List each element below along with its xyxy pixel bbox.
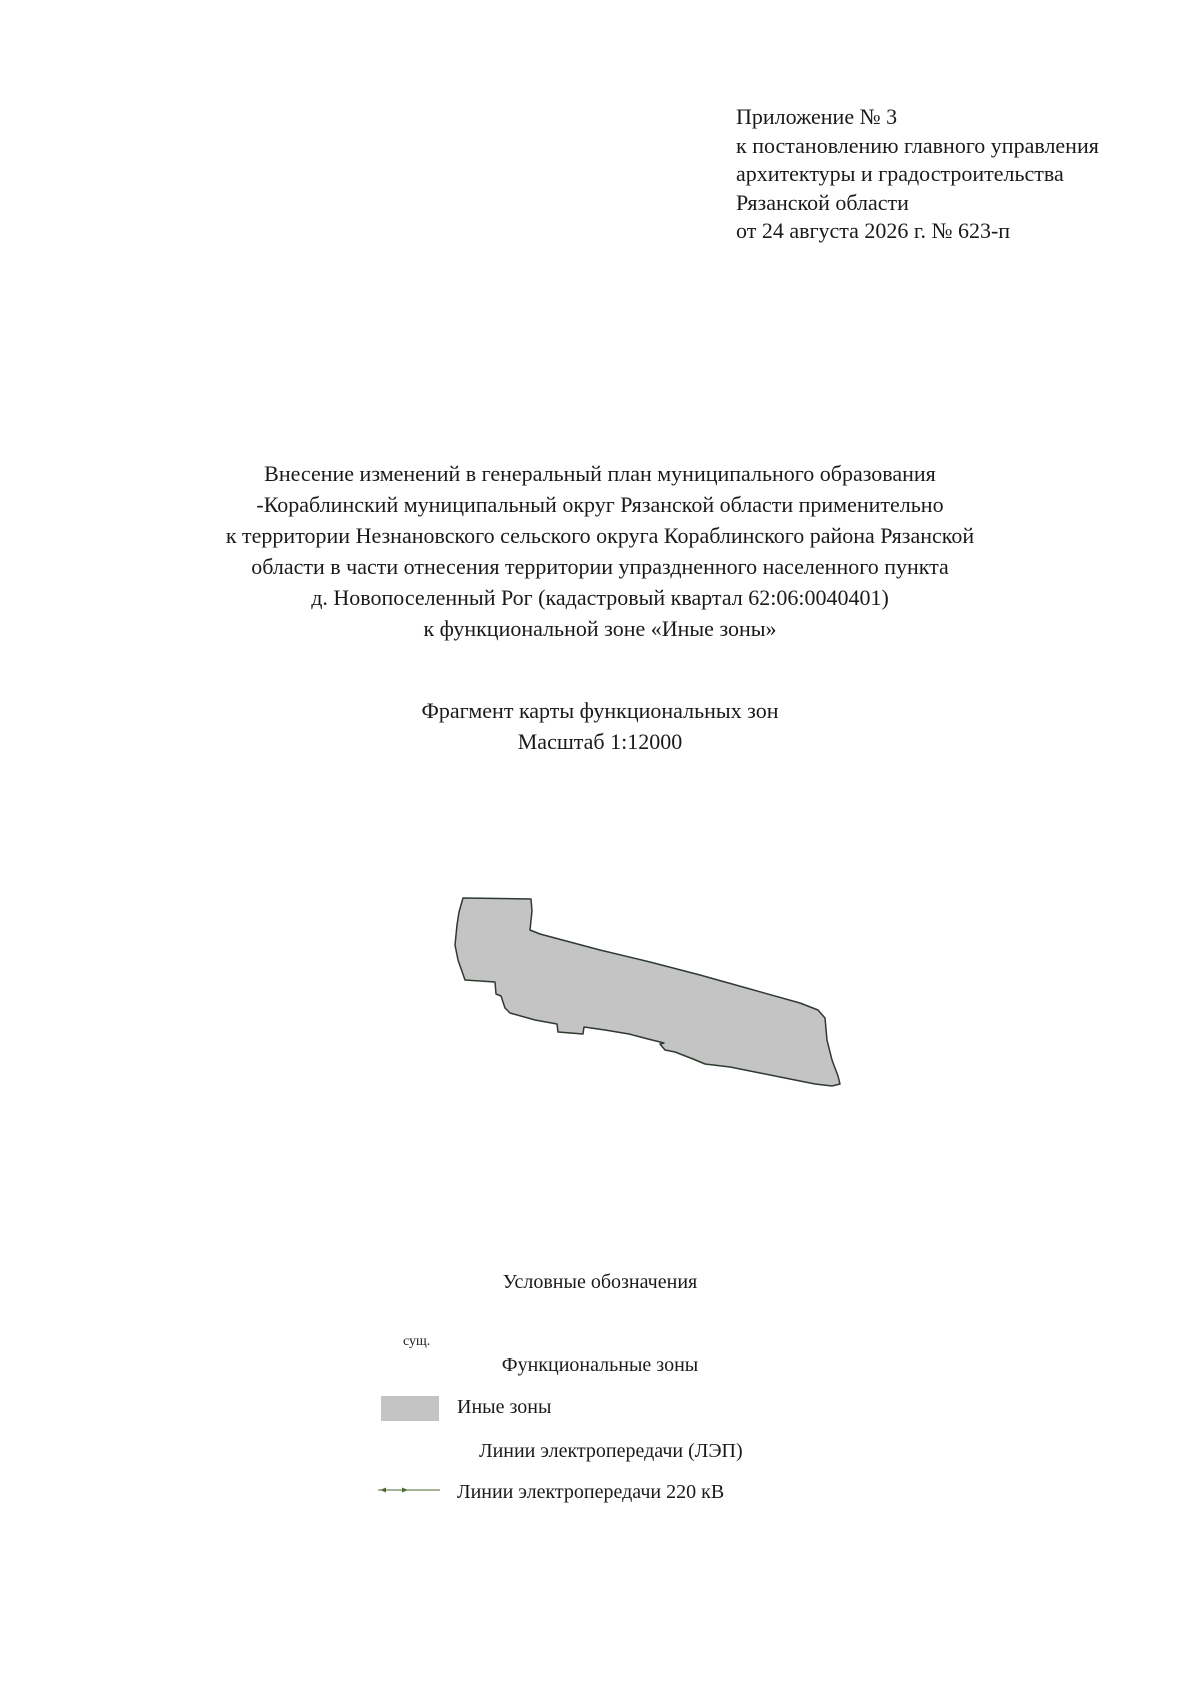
title-line: к функциональной зоне «Иные зоны» — [423, 616, 777, 641]
other-zone-label: Иные зоны — [457, 1396, 552, 1418]
power-line-220-label: Линии электропередачи 220 кВ — [457, 1481, 725, 1503]
title-line: д. Новопоселенный Рог (кадастровый квартал 62:06:0040401) — [311, 585, 889, 610]
title-line: -Кораблинский муниципальный округ Рязанской области применительно — [256, 492, 944, 517]
title-line: Внесение изменений в генеральный план муниципального образования — [264, 461, 936, 486]
appendix-line: Рязанской области — [736, 189, 909, 215]
zone-map — [440, 880, 860, 1110]
title-line: к территории Незнановского сельского округа Кораблинского района Рязанской — [225, 523, 975, 548]
map-title: Фрагмент карты функциональных зон — [421, 698, 779, 723]
appendix-line: от 24 августа 2026 г. № 623-п — [736, 218, 1011, 243]
legend-group-power-lines: Линии электропередачи (ЛЭП) — [479, 1440, 743, 1462]
power-line-symbol — [378, 1484, 440, 1496]
title-line: области в части отнесения территории упраздненного населенного пункта — [251, 554, 949, 579]
appendix-line: архитектуры и градостроительства — [736, 161, 1064, 186]
appendix-header — [736, 103, 1099, 246]
document-title — [100, 458, 1100, 644]
other-zone-swatch — [381, 1396, 439, 1421]
legend-note: сущ. — [403, 1334, 431, 1349]
appendix-line: Приложение № 3 — [736, 104, 898, 129]
legend-group-zones: Функциональные зоны — [501, 1354, 699, 1376]
other-zone-polygon — [455, 898, 840, 1086]
map-scale: Масштаб 1:12000 — [517, 729, 683, 754]
map-heading — [100, 695, 1100, 757]
appendix-line: к постановлению главного управления — [736, 132, 1099, 158]
legend-title: Условные обозначения — [502, 1271, 698, 1293]
